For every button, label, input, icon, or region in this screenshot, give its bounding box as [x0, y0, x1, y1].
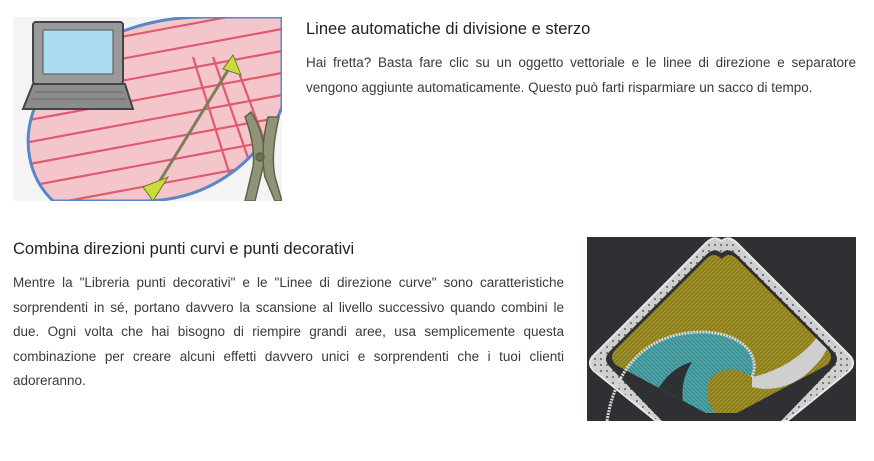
feature-title: Linee automatiche di divisione e sterzo [306, 20, 591, 38]
feature-auto-lines [306, 19, 856, 100]
feature-title: Combina direzioni punti curvi e punti decorativi [13, 240, 355, 258]
feature-description: Hai fretta? Basta fare clic su un oggetto vettoriale e le linee di direzione e separatore vengono aggiunte automaticamente. Questo può farti risparmiare un sacco di tempo. [306, 55, 856, 95]
embroidered-wave-diamond-icon [587, 237, 856, 421]
feature-image-auto-lines [13, 17, 282, 201]
feature-image-wave-embroidery [587, 237, 856, 421]
laptop-scissors-illustration-icon [13, 17, 282, 201]
feature-curved-decorative [13, 239, 564, 394]
feature-description: Mentre la "Libreria punti decorativi" e le "Linee di direzione curve" sono caratteristiche sorprendenti in sé, portano davvero la scansione al livello successivo quando combini le due. Ogni volta che hai bisogno di riempire grandi aree, usa semplicemente questa combinazione per creare alcuni effetti davvero unici e sorprendenti che i tuoi clienti adoreranno. [13, 275, 564, 388]
